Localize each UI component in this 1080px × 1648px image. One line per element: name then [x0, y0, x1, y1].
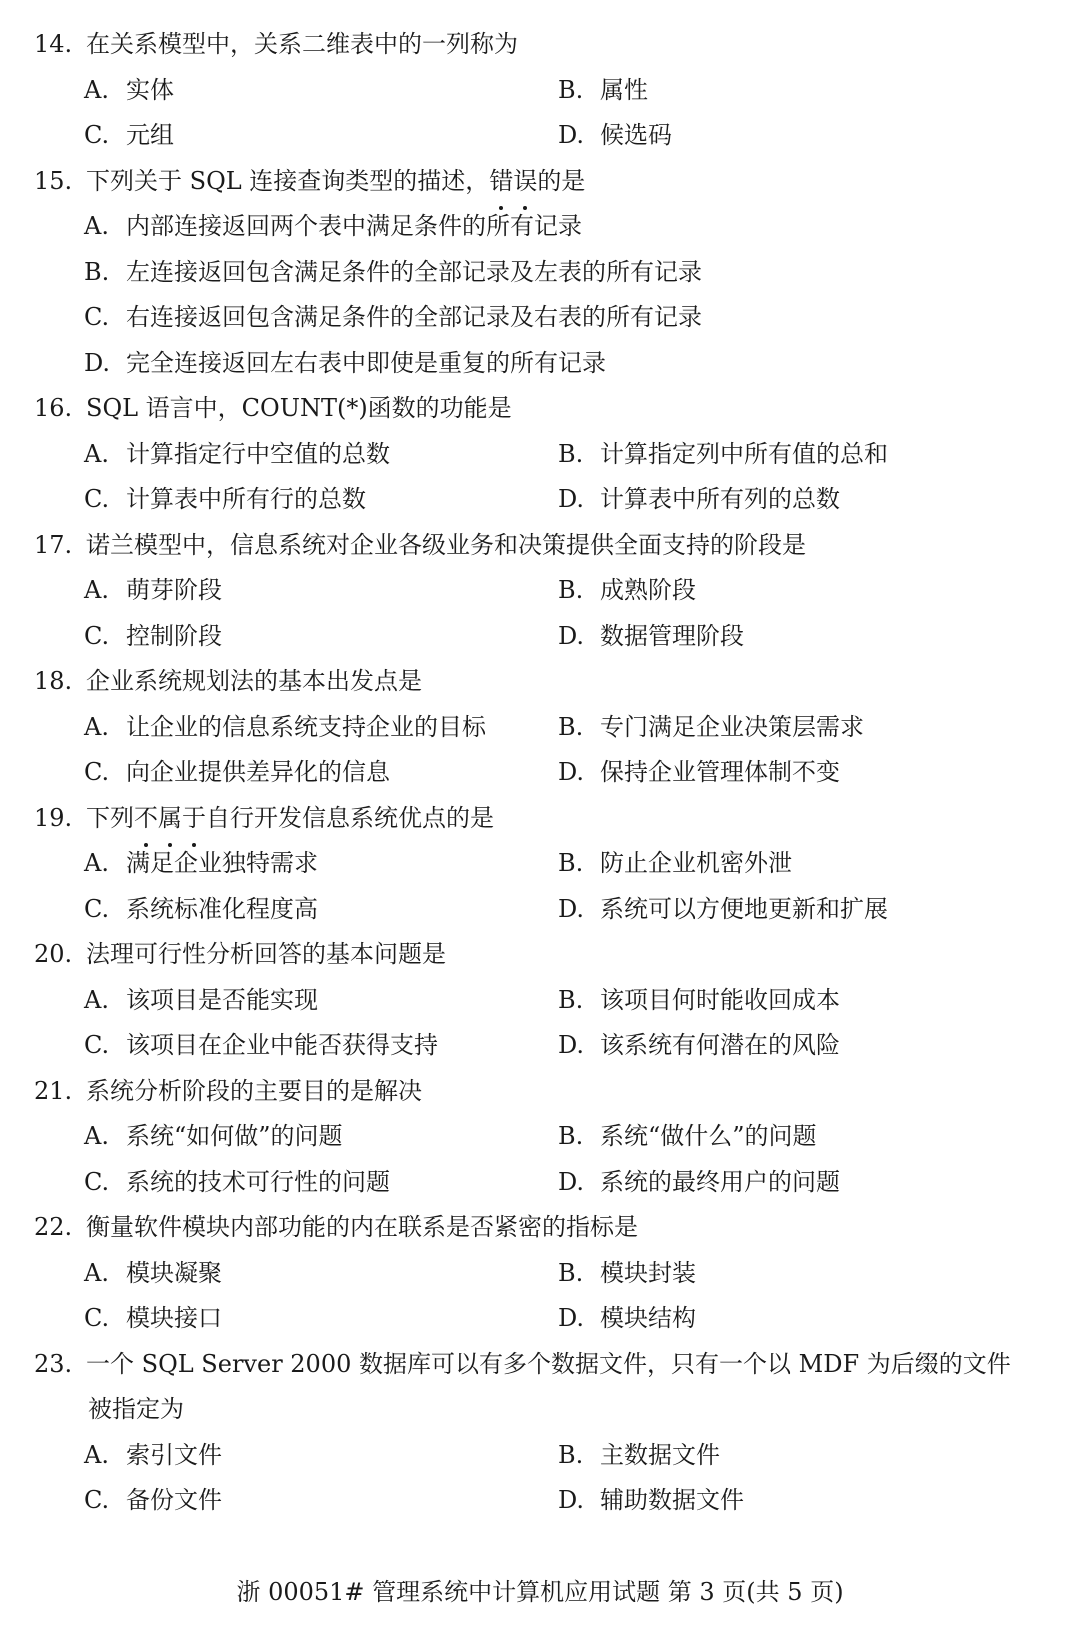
option-b — [558, 1433, 1038, 1479]
emphasis-char: 错 — [489, 159, 513, 205]
option-text: 辅助数据文件 — [600, 1486, 744, 1514]
question-stem — [34, 159, 1054, 205]
option-a — [84, 568, 558, 614]
emphasis-char: 误 — [513, 159, 537, 205]
option-text: 元组 — [126, 121, 174, 149]
option-b — [558, 1114, 1038, 1160]
option-d — [558, 1296, 1038, 1342]
stem-fragment: 下列 — [86, 803, 134, 832]
option-letter: D. — [558, 894, 585, 923]
option-a — [84, 978, 558, 1024]
option-text: 完全连接返回左右表中即使是重复的所有记录 — [126, 348, 606, 377]
option-b — [558, 1251, 1038, 1297]
question-text — [86, 386, 512, 432]
option-letter: B. — [558, 849, 584, 877]
option-d — [558, 614, 1038, 660]
question-stem — [34, 523, 1054, 569]
emphasis-char: 属 — [158, 796, 182, 842]
option-letter: A. — [84, 439, 109, 468]
question-stem — [34, 386, 1054, 432]
stem-fragment: 下列关于 SQL 连接查询类型的描述， — [86, 166, 490, 195]
option-c — [84, 614, 558, 660]
question-text — [86, 523, 806, 569]
question-number: 14. — [34, 30, 73, 58]
question-text — [86, 1069, 422, 1115]
question-stem — [34, 22, 1054, 68]
option-letter: B. — [558, 75, 584, 104]
option-text: 索引文件 — [126, 1440, 222, 1469]
option-letter: A. — [84, 712, 109, 741]
option-a — [84, 841, 558, 887]
emphasis-char: 不 — [134, 796, 158, 842]
question-number: 16. — [34, 394, 73, 422]
option-letter: C. — [84, 894, 110, 923]
option-letter: C. — [84, 1031, 110, 1059]
option-letter: A. — [84, 75, 109, 104]
stem-fragment: 衡量软件模块内部功能的内在联系是否紧密的指标是 — [86, 1213, 638, 1241]
option-letter: D. — [558, 621, 585, 650]
option-list — [34, 1251, 1054, 1342]
option-letter: A. — [84, 985, 109, 1014]
option-text: 数据管理阶段 — [600, 621, 744, 650]
option-a — [84, 432, 558, 478]
option-text: 实体 — [126, 75, 174, 104]
question-number: 15. — [34, 166, 73, 195]
option-text: 系统的技术可行性的问题 — [126, 1167, 390, 1196]
option-text: 备份文件 — [126, 1486, 222, 1514]
option-c — [84, 113, 558, 159]
option-letter: B. — [558, 1440, 584, 1469]
option-b — [558, 841, 1038, 887]
question-list — [34, 22, 1054, 1524]
option-letter: D. — [558, 1304, 585, 1332]
option-c — [84, 1160, 558, 1206]
question-text — [86, 159, 585, 205]
option-d — [558, 887, 1038, 933]
question-stem — [34, 659, 1054, 705]
option-text: 模块封装 — [600, 1258, 696, 1287]
question-15 — [34, 159, 1054, 387]
option-letter: D. — [558, 1031, 585, 1059]
option-text: 向企业提供差异化的信息 — [126, 758, 390, 786]
question-number: 20. — [34, 940, 73, 968]
option-b — [558, 432, 1038, 478]
option-text: 该系统有何潜在的风险 — [600, 1031, 840, 1059]
option-list — [34, 1433, 1054, 1524]
question-text — [86, 659, 422, 705]
question-stem — [34, 796, 1054, 842]
stem-fragment: 的是 — [537, 166, 586, 195]
option-letter: B. — [84, 257, 110, 286]
option-letter: B. — [558, 985, 584, 1014]
option-a — [84, 705, 558, 751]
option-b — [558, 68, 1038, 114]
option-d — [558, 477, 1038, 523]
question-stem — [34, 932, 1054, 978]
option-letter: D. — [84, 348, 111, 377]
option-list — [34, 841, 1054, 932]
option-text: 模块结构 — [600, 1304, 696, 1332]
option-d — [84, 341, 1054, 387]
option-c — [84, 1296, 558, 1342]
option-text: 该项目何时能收回成本 — [600, 985, 840, 1014]
option-text: 系统“如何做”的问题 — [126, 1122, 343, 1150]
option-text: 属性 — [600, 75, 648, 104]
option-letter: D. — [558, 1167, 585, 1196]
option-d — [558, 1023, 1038, 1069]
option-d — [558, 750, 1038, 796]
option-b — [558, 705, 1038, 751]
option-letter: C. — [84, 621, 110, 650]
option-list — [34, 568, 1054, 659]
option-letter: C. — [84, 485, 110, 513]
stem-fragment: 法理可行性分析回答的基本问题是 — [86, 940, 446, 968]
question-text — [86, 1205, 638, 1251]
option-letter: A. — [84, 212, 109, 240]
question-number: 18. — [34, 667, 73, 695]
option-text: 控制阶段 — [126, 621, 222, 650]
question-stem-continuation: 被指定为 — [88, 1395, 184, 1423]
question-number: 17. — [34, 530, 73, 559]
option-c — [84, 295, 1054, 341]
option-letter: B. — [558, 576, 584, 604]
option-text: 候选码 — [600, 121, 672, 149]
option-text: 系统的最终用户的问题 — [600, 1167, 840, 1196]
option-text: 系统标准化程度高 — [126, 894, 318, 923]
question-text — [86, 1342, 1011, 1388]
option-text: 右连接返回包含满足条件的全部记录及右表的所有记录 — [126, 303, 702, 331]
option-text: 该项目是否能实现 — [126, 985, 318, 1014]
question-14 — [34, 22, 1054, 159]
option-list — [34, 978, 1054, 1069]
stem-fragment: 企业系统规划法的基本出发点是 — [86, 667, 422, 695]
stem-fragment: SQL 语言中，COUNT(*)函数的功能是 — [86, 394, 512, 422]
option-letter: A. — [84, 576, 109, 604]
option-text: 该项目在企业中能否获得支持 — [126, 1031, 438, 1059]
option-text: 系统“做什么”的问题 — [600, 1122, 817, 1150]
option-c — [84, 887, 558, 933]
option-text: 模块接口 — [126, 1304, 222, 1332]
option-b — [558, 568, 1038, 614]
option-a — [84, 1433, 558, 1479]
option-list — [34, 1114, 1054, 1205]
option-d — [558, 113, 1038, 159]
option-text: 成熟阶段 — [600, 576, 696, 604]
option-list — [34, 705, 1054, 796]
option-letter: C. — [84, 758, 110, 786]
question-20 — [34, 932, 1054, 1069]
emphasis-char: 于 — [182, 796, 206, 842]
option-letter: D. — [558, 758, 585, 786]
option-text: 萌芽阶段 — [126, 576, 222, 604]
option-text: 计算表中所有列的总数 — [600, 485, 840, 513]
option-text: 计算表中所有行的总数 — [126, 485, 366, 513]
option-text: 让企业的信息系统支持企业的目标 — [126, 712, 486, 741]
question-22 — [34, 1205, 1054, 1342]
question-18 — [34, 659, 1054, 796]
question-number: 23. — [34, 1349, 73, 1378]
option-text: 满足企业独特需求 — [126, 849, 318, 877]
question-number: 21. — [34, 1076, 73, 1105]
option-letter: B. — [558, 1122, 584, 1150]
question-number: 19. — [34, 803, 73, 832]
option-letter: B. — [558, 439, 584, 468]
option-letter: D. — [558, 121, 585, 149]
option-text: 保持企业管理体制不变 — [600, 758, 840, 786]
option-c — [84, 477, 558, 523]
option-list — [34, 204, 1054, 386]
option-text: 防止企业机密外泄 — [600, 849, 792, 877]
option-c — [84, 1478, 558, 1524]
option-letter: C. — [84, 121, 110, 149]
page-footer: 浙 00051# 管理系统中计算机应用试题 第 3 页(共 5 页) — [236, 1578, 844, 1606]
question-17 — [34, 523, 1054, 660]
option-text: 左连接返回包含满足条件的全部记录及左表的所有记录 — [126, 257, 702, 286]
option-letter: A. — [84, 849, 109, 877]
stem-fragment: 一个 SQL Server 2000 数据库可以有多个数据文件，只有一个以 MDF 为后缀的文件 — [86, 1349, 1011, 1378]
option-a — [84, 1114, 558, 1160]
option-c — [84, 750, 558, 796]
option-list — [34, 432, 1054, 523]
option-letter: C. — [84, 303, 110, 331]
option-d — [558, 1160, 1038, 1206]
question-stem — [34, 1342, 1054, 1388]
question-text — [86, 932, 446, 978]
option-a — [84, 1251, 558, 1297]
option-b — [558, 978, 1038, 1024]
question-16 — [34, 386, 1054, 523]
option-letter: B. — [558, 712, 584, 741]
option-list — [34, 68, 1054, 159]
question-text — [86, 22, 518, 68]
option-d — [558, 1478, 1038, 1524]
stem-fragment: 在关系模型中，关系二维表中的一列称为 — [86, 30, 518, 58]
option-letter: B. — [558, 1258, 584, 1287]
option-a — [84, 204, 1054, 250]
stem-fragment: 诺兰模型中，信息系统对企业各级业务和决策提供全面支持的阶段是 — [86, 530, 806, 559]
option-letter: D. — [558, 1486, 585, 1514]
option-letter: D. — [558, 485, 585, 513]
question-21 — [34, 1069, 1054, 1206]
option-b — [84, 250, 1054, 296]
option-a — [84, 68, 558, 114]
option-text: 计算指定列中所有值的总和 — [600, 439, 888, 468]
option-letter: C. — [84, 1167, 110, 1196]
option-text: 主数据文件 — [600, 1440, 720, 1469]
stem-fragment: 系统分析阶段的主要目的是解决 — [86, 1076, 422, 1105]
option-letter: A. — [84, 1440, 109, 1469]
option-c — [84, 1023, 558, 1069]
option-text: 内部连接返回两个表中满足条件的所有记录 — [126, 212, 582, 240]
option-letter: A. — [84, 1122, 109, 1150]
question-number: 22. — [34, 1213, 73, 1241]
option-letter: A. — [84, 1258, 109, 1287]
option-letter: C. — [84, 1486, 110, 1514]
option-letter: C. — [84, 1304, 110, 1332]
question-23 — [34, 1342, 1054, 1524]
stem-fragment: 自行开发信息系统优点的是 — [206, 803, 494, 832]
question-stem — [34, 1069, 1054, 1115]
option-text: 模块凝聚 — [126, 1258, 222, 1287]
option-text: 专门满足企业决策层需求 — [600, 712, 864, 741]
question-19 — [34, 796, 1054, 933]
question-stem — [34, 1205, 1054, 1251]
question-text — [86, 796, 494, 842]
option-text: 计算指定行中空值的总数 — [126, 439, 390, 468]
option-text: 系统可以方便地更新和扩展 — [600, 894, 888, 923]
